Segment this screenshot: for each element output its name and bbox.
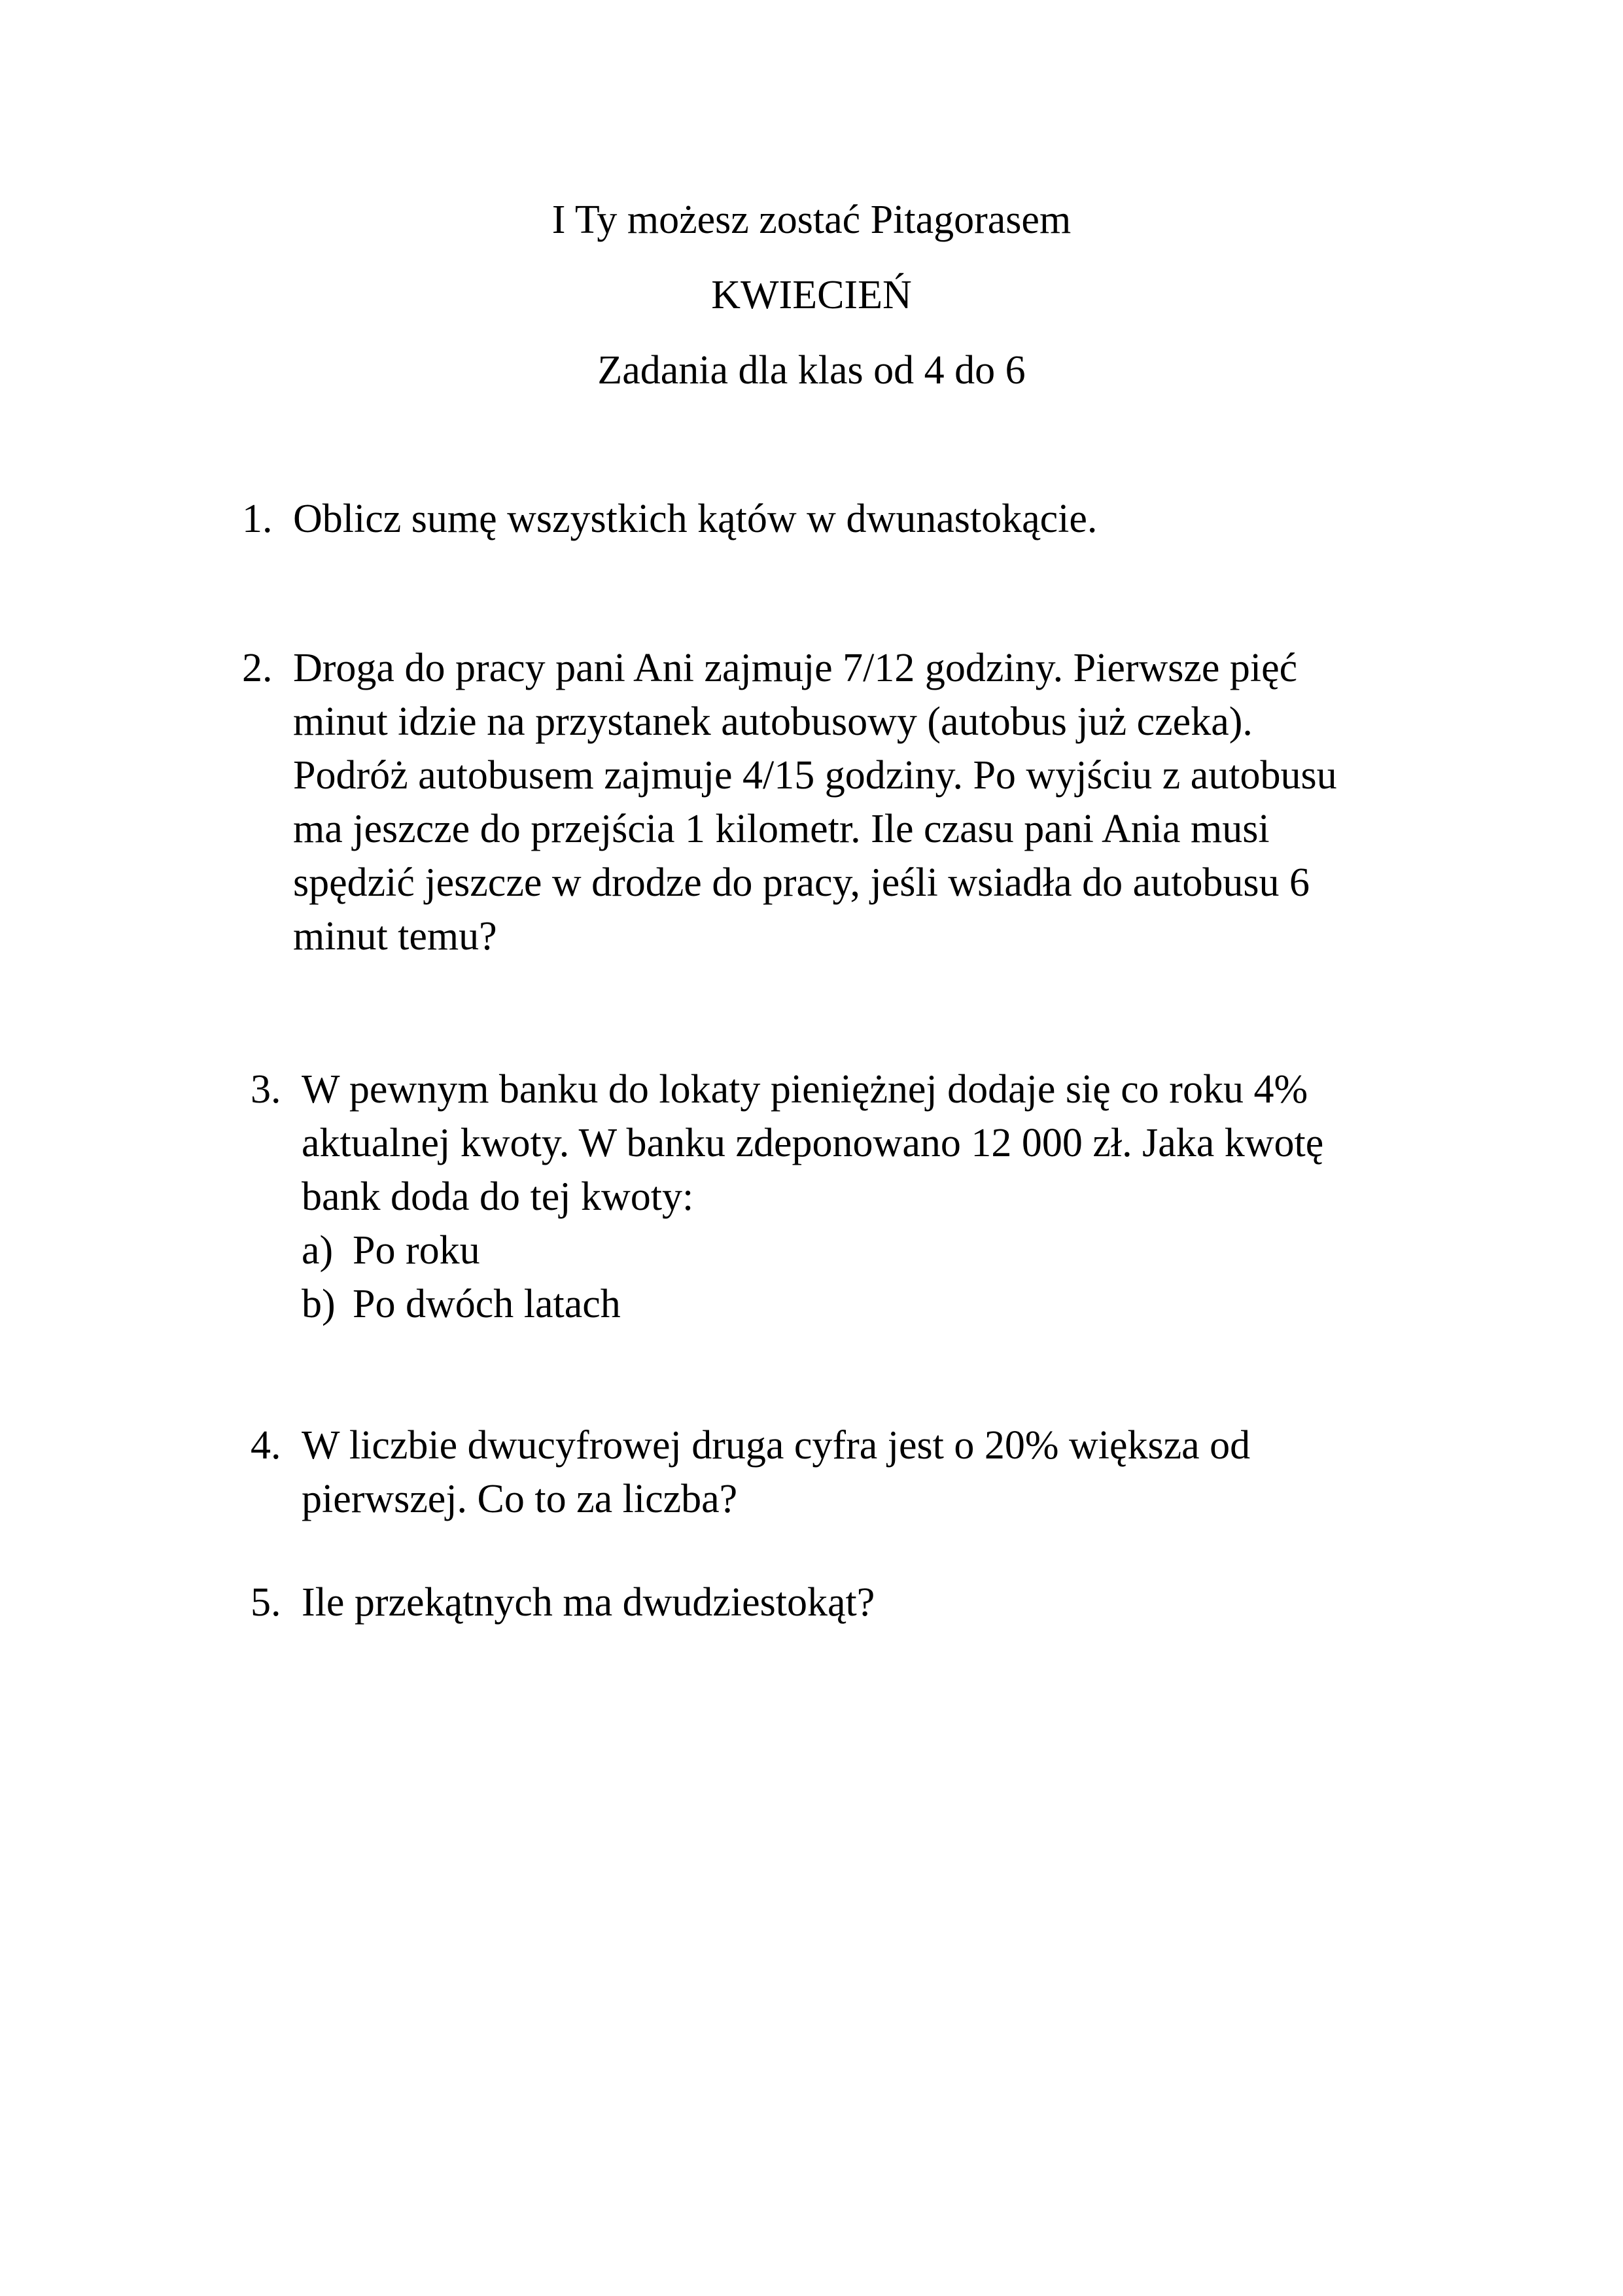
task-number: 2. bbox=[242, 646, 273, 690]
sub-item-letter: b) bbox=[302, 1282, 336, 1326]
task-4 bbox=[251, 1419, 1493, 1526]
task-line: Podróż autobusem zajmuje 4/15 godziny. Po wyjściu z autobusu bbox=[293, 753, 1337, 798]
sub-item-text: Po dwóch latach bbox=[353, 1282, 621, 1326]
task-number: 1. bbox=[242, 497, 273, 541]
task-line: Oblicz sumę wszystkich kątów w dwunastokącie. bbox=[293, 497, 1098, 541]
task-line: ma jeszcze do przejścia 1 kilometr. Ile czasu pani Ania musi bbox=[293, 807, 1270, 851]
task-line: spędzić jeszcze w drodze do pracy, jeśli wsiadła do autobusu 6 bbox=[293, 860, 1310, 905]
sub-item-text: Po roku bbox=[353, 1228, 480, 1273]
task-line: pierwszej. Co to za liczba? bbox=[302, 1477, 738, 1521]
document-subtitle: Zadania dla klas od 4 do 6 bbox=[597, 348, 1026, 393]
document-month: KWIECIEŃ bbox=[711, 273, 912, 317]
task-line: Ile przekątnych ma dwudziestokąt? bbox=[302, 1580, 875, 1625]
sub-item-a bbox=[302, 1224, 1493, 1277]
task-line: bank doda do tej kwoty: bbox=[302, 1174, 694, 1219]
task-number: 5. bbox=[251, 1580, 281, 1625]
task-2 bbox=[242, 641, 1485, 963]
task-line: W liczbie dwucyfrowej druga cyfra jest o 20% większa od bbox=[302, 1423, 1251, 1468]
task-5 bbox=[251, 1576, 1493, 1629]
document-title: I Ty możesz zostać Pitagorasem bbox=[551, 198, 1072, 242]
task-number: 3. bbox=[251, 1067, 281, 1112]
task-number: 4. bbox=[251, 1423, 281, 1468]
task-line: aktualnej kwoty. W banku zdeponowano 12 000 zł. Jaka kwotę bbox=[302, 1121, 1324, 1165]
sub-item-letter: a) bbox=[302, 1228, 334, 1273]
task-1 bbox=[242, 492, 1485, 546]
task-line: W pewnym banku do lokaty pieniężnej dodaje się co roku 4% bbox=[302, 1067, 1308, 1112]
sub-item-b bbox=[302, 1277, 1493, 1331]
task-line: minut temu? bbox=[293, 914, 497, 959]
task-3 bbox=[251, 1063, 1493, 1331]
task-line: Droga do pracy pani Ani zajmuje 7/12 godziny. Pierwsze pięć bbox=[293, 646, 1298, 690]
task-line: minut idzie na przystanek autobusowy (autobus już czeka). bbox=[293, 699, 1253, 744]
